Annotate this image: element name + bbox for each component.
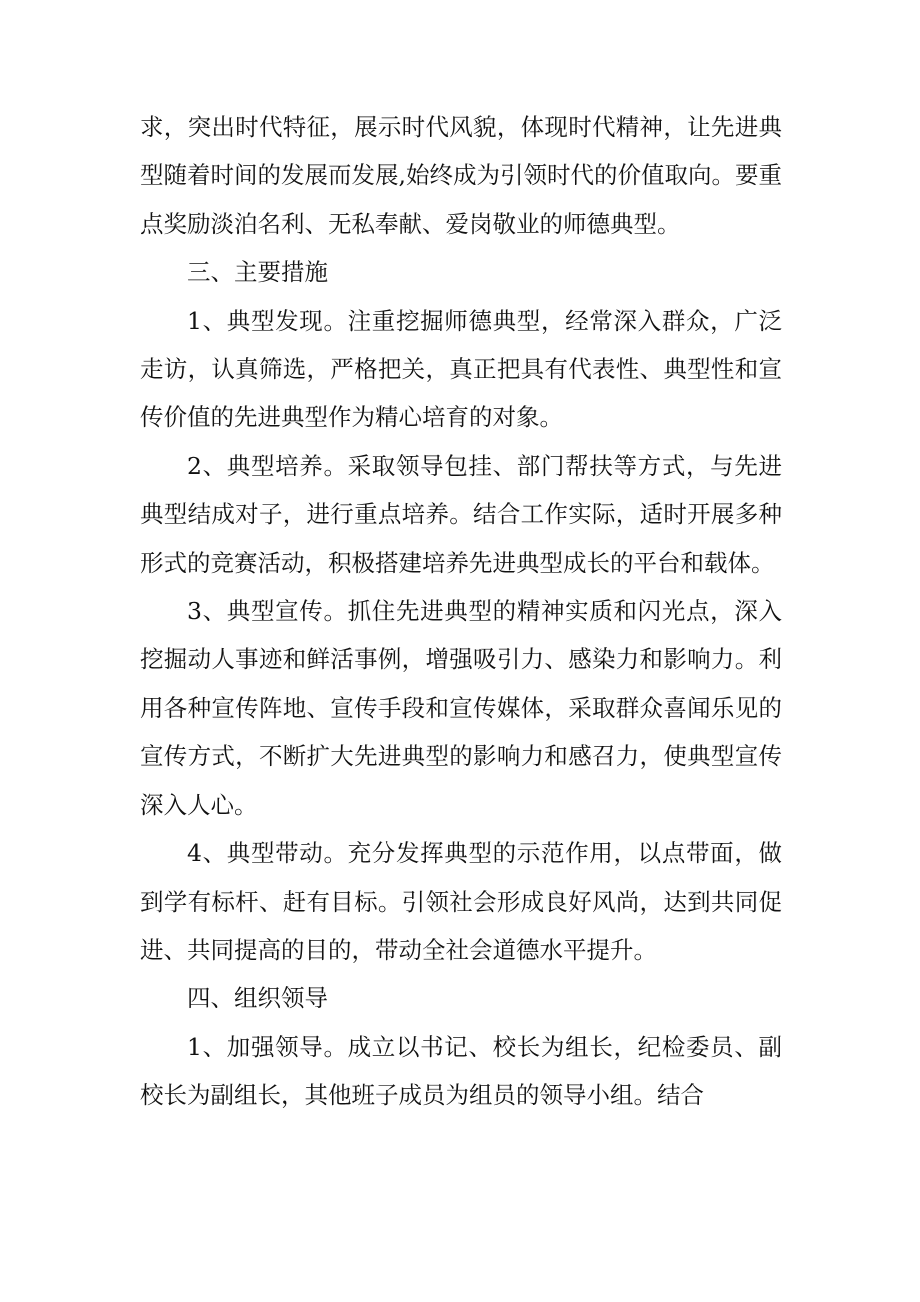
paragraph-leading-role: 4、典型带动。充分发挥典型的示范作用，以点带面，做到学有标杆、赶有目标。引领社会形成良好风尚，达到共同促进、共同提高的目的，带动全社会道德水平提升。: [140, 839, 782, 964]
heading-main-measures: 三、主要措施: [187, 258, 328, 287]
document-page: [140, 103, 782, 1120]
paragraph-discovery: 1、典型发现。注重挖掘师德典型，经常深入群众，广泛走访，认真筛选，严格把关，真正把具有代表性、典型性和宣传价值的先进典型作为精心培育的对象。: [140, 306, 782, 432]
paragraph-continuation: 求，突出时代特征，展示时代风貌，体现时代精神，让先进典型随着时间的发展而发展,始终成为引领时代的价值取向。要重点奖励淡泊名利、无私奉献、爱岗敬业的师德典型。: [140, 113, 782, 238]
heading-organization-leadership: 四、组织领导: [187, 984, 328, 1013]
paragraph-cultivation: 2、典型培养。采取领导包挂、部门帮扶等方式，与先进典型结成对子，进行重点培养。结合工作实际，适时开展多种形式的竞赛活动，积极搭建培养先进典型成长的平台和载体。: [140, 451, 782, 577]
paragraph-publicity: 3、典型宣传。抓住先进典型的精神实质和闪光点，深入挖掘动人事迹和鲜活事例，增强吸引力、感染力和影响力。利用各种宣传阵地、宣传手段和宣传媒体，采取群众喜闻乐见的宣传方式，不断扩大先进典型的影响力和感召力，使典型宣传深入人心。: [140, 597, 782, 819]
paragraph-strengthen-leadership: 1、加强领导。成立以书记、校长为组长，纪检委员、副校长为副组长，其他班子成员为组员的领导小组。结合: [140, 1032, 782, 1110]
